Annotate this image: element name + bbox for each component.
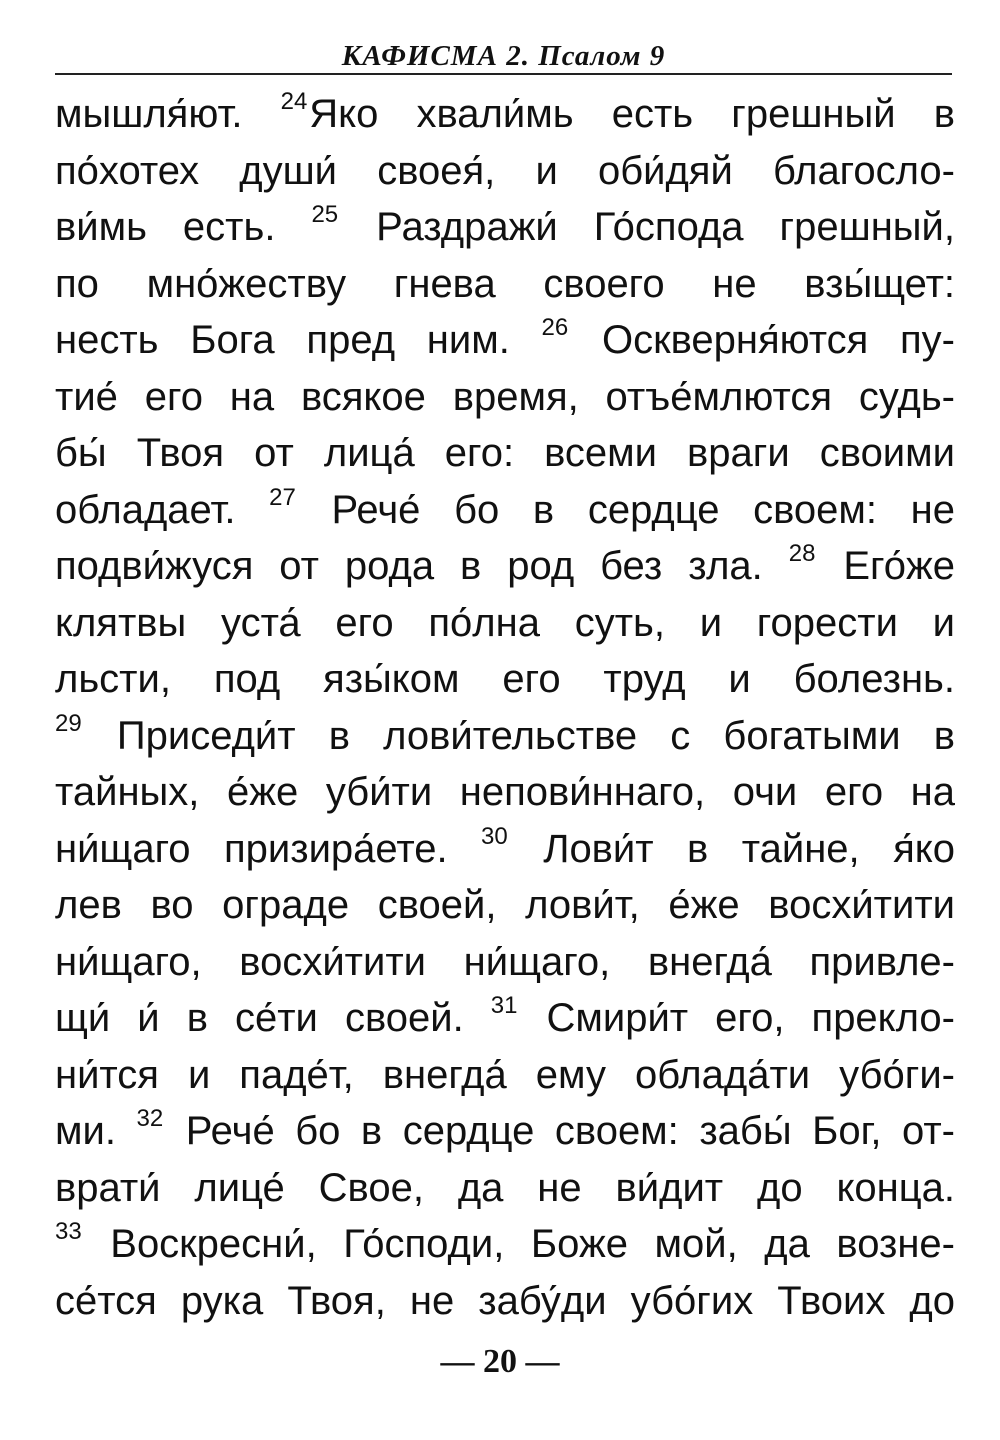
text-segment: Лови́т в тайне, я́ко	[509, 826, 955, 871]
text-segment: ни́щаго призира́ете.	[55, 826, 482, 871]
text-line	[55, 877, 955, 934]
verse-number: 30	[481, 822, 508, 850]
text-line	[55, 1103, 955, 1160]
text-segment: клятвы уста́ его по́лна суть, и горести и	[55, 600, 955, 645]
verse-number: 31	[490, 992, 518, 1019]
text-line	[55, 482, 955, 539]
header-divider	[55, 73, 952, 75]
text-line	[55, 143, 955, 200]
text-line	[55, 708, 955, 765]
text-segment: ни́щаго, восхи́тити ни́щаго, внегда́ привле-	[55, 939, 955, 984]
text-segment: бы́ Твоя от лица́ его: всеми враги своими	[55, 431, 955, 475]
text-line	[55, 312, 955, 369]
text-line	[55, 1047, 955, 1104]
text-segment: ми.	[55, 1109, 137, 1153]
text-line	[55, 595, 955, 652]
text-line	[55, 425, 955, 482]
running-header: КАФИСМА 2. Псалом 9	[341, 40, 666, 72]
text-line	[55, 821, 955, 878]
text-segment: Яко хвали́мь есть грешный в	[309, 92, 955, 136]
text-segment: несть Бога пред ним.	[55, 318, 542, 362]
text-line	[55, 538, 955, 595]
text-segment: подви́жуся от рода в род без зла.	[55, 544, 789, 588]
text-segment: тайных, е́же уби́ти непови́ннаго, очи его на	[55, 770, 955, 814]
text-line	[55, 1160, 955, 1217]
text-segment: обладает.	[55, 487, 270, 532]
verse-number: 26	[541, 314, 569, 341]
text-segment: льсти, под язы́ком его труд и болезнь.	[55, 657, 955, 701]
verse-number: 33	[55, 1218, 82, 1245]
text-segment: ви́мь есть.	[55, 205, 312, 249]
text-line	[55, 199, 955, 256]
page-number: — 20 —	[440, 1343, 560, 1380]
text-segment: по́хотех души́ своея́, и оби́дяй благосло-	[55, 148, 955, 193]
verse-number: 28	[788, 540, 816, 567]
text-segment: се́тся рука Твоя, не забу́ди убо́гих Твоих до	[55, 1278, 955, 1323]
text-segment: щи́ и́ в се́ти своей.	[55, 996, 491, 1040]
text-segment: лев во ограде своей, лови́т, е́же восхи́тити	[55, 883, 955, 927]
text-segment: Рече́ бо в сердце своем: не	[297, 487, 956, 532]
text-line	[55, 990, 955, 1047]
psalm-text	[55, 86, 955, 1329]
text-segment: тие́ его на всякое время, отъе́млются судь-	[55, 374, 955, 419]
text-segment: Оскверня́ются пу-	[570, 318, 956, 362]
text-line	[55, 1216, 955, 1273]
verse-number: 27	[269, 483, 296, 511]
verse-number: 25	[311, 201, 339, 228]
verse-number: 29	[55, 709, 82, 737]
text-segment: Рече́ бо в сердце своем: забы́ Бог, от-	[165, 1109, 955, 1153]
text-segment: по мно́жеству гнева своего не взы́щет:	[55, 261, 955, 306]
text-line	[55, 256, 955, 313]
text-segment: Воскресни́, Го́споди, Боже мой, да возне-	[83, 1222, 955, 1266]
verse-number: 24	[280, 88, 308, 115]
text-line	[55, 764, 955, 821]
text-segment: Приседи́т в лови́тельстве с богатыми в	[83, 713, 955, 758]
text-line	[55, 86, 955, 143]
text-line	[55, 934, 955, 991]
text-segment: Смири́т его, прекло-	[519, 996, 955, 1040]
text-segment: мышля́ют.	[55, 92, 281, 136]
text-line	[55, 651, 955, 708]
text-segment: Раздражи́ Го́спода грешный,	[340, 205, 955, 249]
text-line	[55, 369, 955, 426]
text-segment: врати́ лице́ Свое, да не ви́дит до конца.	[55, 1165, 955, 1210]
text-line	[55, 1273, 955, 1330]
verse-number: 32	[136, 1105, 164, 1132]
text-segment: ни́тся и паде́т, внегда́ ему облада́ти убо́ги-	[55, 1052, 955, 1097]
text-segment: Его́же	[817, 544, 955, 588]
